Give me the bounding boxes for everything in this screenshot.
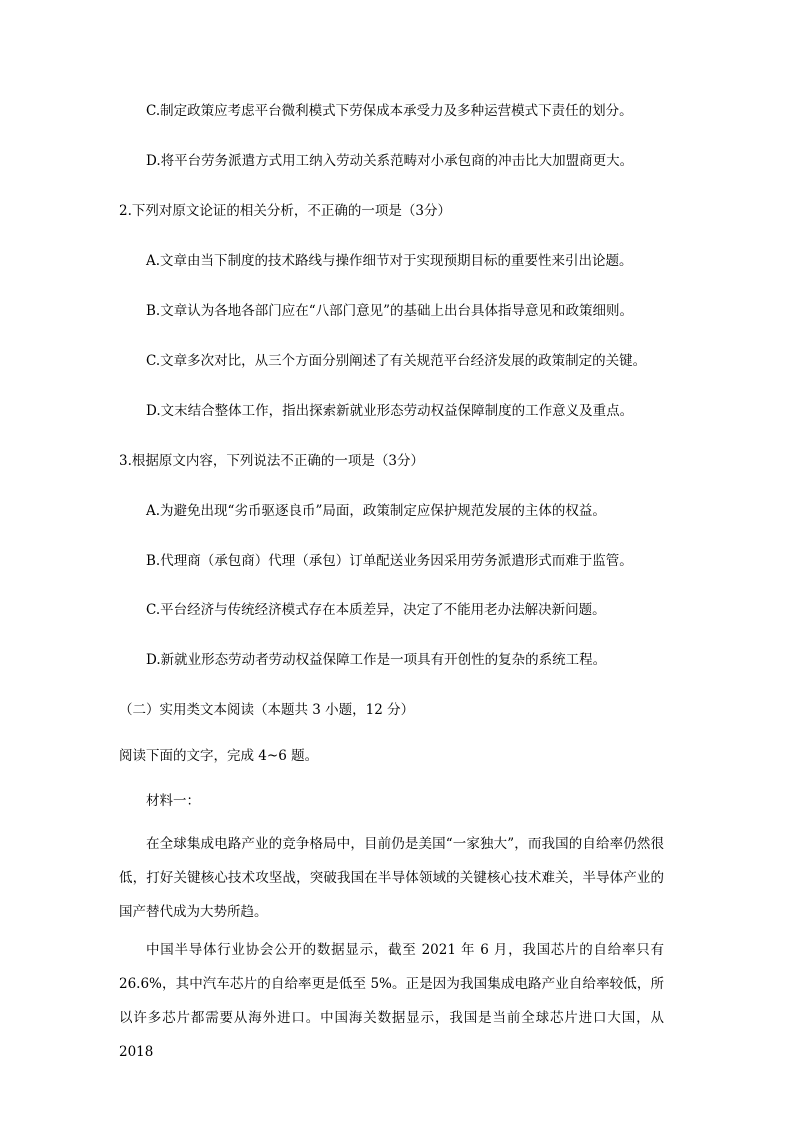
q3-option-a: A.为避免出现“劣币驱逐良币”局面，政策制定应保护规范发展的主体的权益。 — [146, 503, 606, 519]
material-paragraph: 在全球集成电路产业的竞争格局中，目前仍是美国“一家独大”，而我国的自给率仍然很低，打好关键核心技术攻坚战，突破我国在半导体领域的关键核心技术难关，半导体产业的国产替代成为大势所趋。 — [119, 836, 664, 920]
q3-option-c: C.平台经济与传统经济模式存在本质差异，决定了不能用老办法解决新问题。 — [146, 602, 606, 618]
material-paragraph: 中国半导体行业协会公开的数据显示，截至 2021 年 6 月，我国芯片的自给率只有 26.6%，其中汽车芯片的自给率更是低至 5%。正是因为我国集成电路产业自给率较低，所以许多芯片都需要从海外进口。中国海关数据显示，我国是当前全球芯片进口大国，从 2018 — [119, 942, 664, 1060]
q3-option-d: D.新就业形态劳动者劳动权益保障工作是一项具有开创性的复杂的系统工程。 — [146, 652, 607, 668]
q2-option-c: C.文章多次对比，从三个方面分别阐述了有关规范平台经济发展的政策制定的关键。 — [146, 353, 647, 369]
question-3-stem: 3.根据原文内容，下列说法不正确的一项是（3分） — [119, 453, 424, 469]
q3-option-b: B.代理商（承包商）代理（承包）订单配送业务因采用劳务派遣形式而难于监管。 — [146, 553, 633, 569]
q2-option-b: B.文章认为各地各部门应在“八部门意见”的基础上出台具体指导意见和政策细则。 — [146, 303, 634, 319]
q1-option-c: C.制定政策应考虑平台微利模式下劳保成本承受力及多种运营模式下责任的划分。 — [146, 103, 633, 119]
section-instruction: 阅读下面的文字，完成 4~6 题。 — [119, 748, 319, 764]
q1-option-d: D.将平台劳务派遣方式用工纳入劳动关系范畴对小承包商的冲击比大加盟商更大。 — [146, 153, 634, 169]
question-2-stem: 2.下列对原文论证的相关分析，不正确的一项是（3分） — [119, 203, 451, 219]
material-label: 材料一： — [146, 793, 200, 809]
section-heading: （二）实用类文本阅读（本题共 3 小题，12 分） — [119, 702, 415, 718]
q2-option-a: A.文章由当下制度的技术路线与操作细节对于实现预期目标的重要性来引出论题。 — [146, 253, 633, 269]
q2-option-d: D.文末结合整体工作，指出探索新就业形态劳动权益保障制度的工作意义及重点。 — [146, 403, 634, 419]
